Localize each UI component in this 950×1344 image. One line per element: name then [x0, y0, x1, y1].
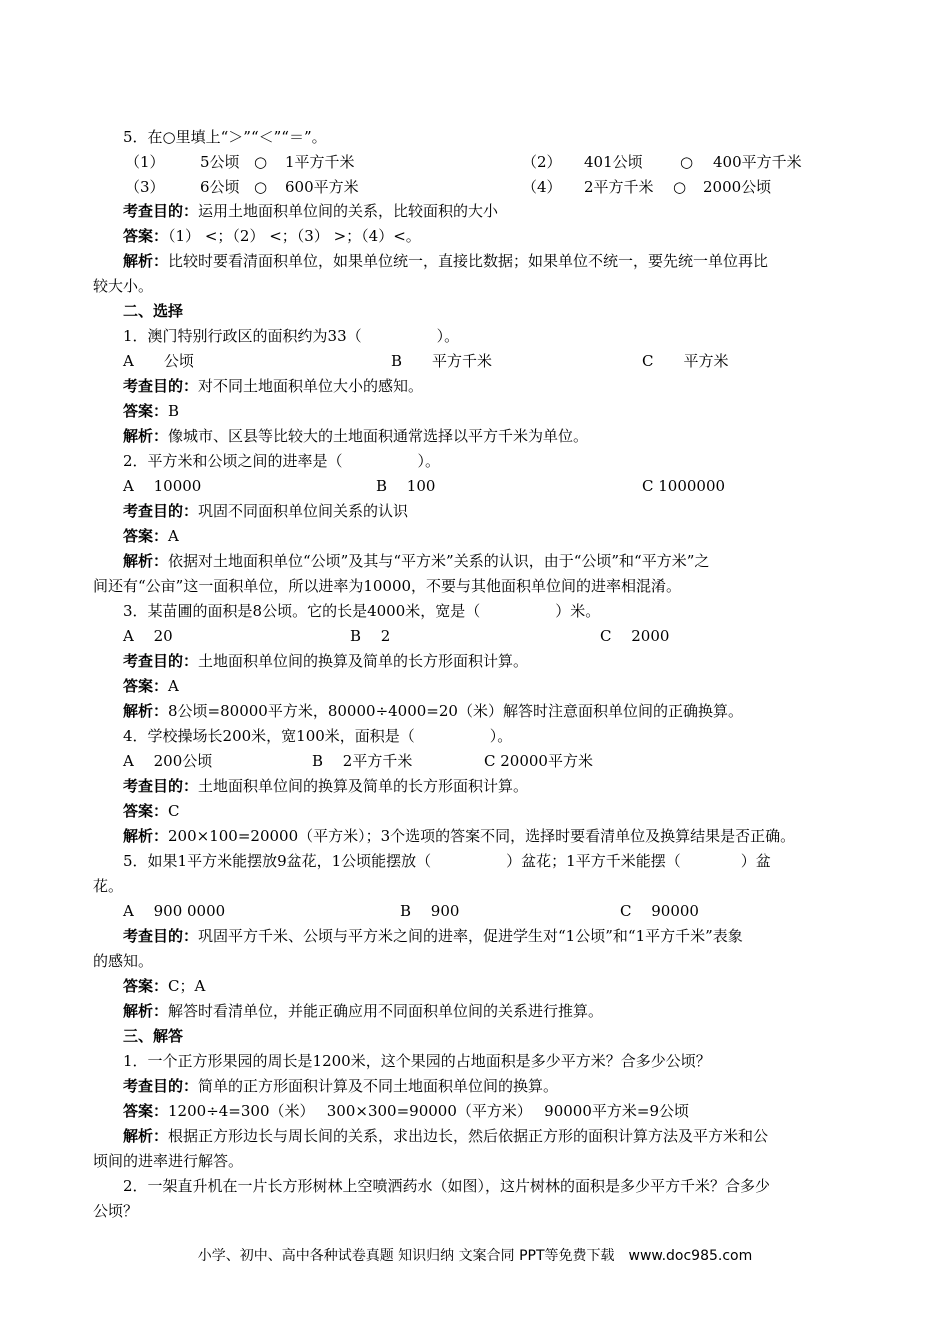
s2-q4-option-b: B 2平方千米 — [312, 752, 413, 770]
s2-q2-option-a: A 10000 — [123, 477, 202, 495]
q5-item-3-number: （3） — [125, 178, 165, 196]
q5-item-3-left: 6公顷 — [200, 178, 240, 196]
q5-item-4-left: 2平方千米 — [584, 178, 654, 196]
s2-q4-option-a: A 200公顷 — [123, 752, 213, 770]
s2-q1-option-c: C 平方米 — [642, 352, 729, 370]
s2-q5-purpose-line-2: 的感知。 — [93, 952, 154, 970]
s2-q1-analysis: 解析：像城市、区县等比较大的土地面积通常选择以平方千米为单位。 — [123, 427, 589, 445]
q5-item-1-number: （1） — [125, 153, 165, 171]
q5-analysis-line-2: 较大小。 — [93, 277, 154, 295]
s2-q1-answer: 答案：B — [123, 402, 180, 420]
q5-title: 5．在○里填上“＞”“＜”“＝”。 — [123, 128, 327, 146]
s2-q2-analysis-line-2: 间还有“公亩”这一面积单位，所以进率为10000，不要与其他面积单位间的进率相混淆。 — [93, 577, 682, 595]
s2-q3-option-b: B 2 — [350, 627, 391, 645]
s2-q4-purpose: 考查目的：土地面积单位间的换算及简单的长方形面积计算。 — [123, 777, 529, 795]
q5-item-1-right: 1平方千米 — [285, 153, 355, 171]
s2-q1-option-b: B 平方千米 — [391, 352, 493, 370]
q5-item-4-circle: ○ — [673, 178, 687, 196]
q5-item-2-circle: ○ — [680, 153, 694, 171]
s2-q3-analysis: 解析：8公顷=80000平方米，80000÷4000=20（米）解答时注意面积单位间的正确换算。 — [123, 702, 743, 720]
s2-q2-option-c: C 1000000 — [642, 477, 726, 495]
s2-q5-option-c: C 90000 — [620, 902, 699, 920]
q5-purpose: 考查目的：运用土地面积单位间的关系，比较面积的大小 — [123, 202, 499, 220]
s2-q5-option-b: B 900 — [400, 902, 460, 920]
s2-q5-analysis: 解析：解答时看清单位，并能正确应用不同面积单位间的关系进行推算。 — [123, 1002, 604, 1020]
s2-q5-purpose-line-1: 考查目的：巩固平方千米、公顷与平方米之间的进率，促进学生对“1公顷”和“1平方千米”表象 — [123, 927, 743, 945]
s2-q5-option-a: A 900 0000 — [123, 902, 226, 920]
page-footer: 小学、初中、高中各种试卷真题 知识归纳 文案合同 PPT等免费下载 www.doc985.com — [197, 1248, 753, 1264]
section-3-heading: 三、解答 — [123, 1027, 184, 1045]
q5-item-4-number: （4） — [522, 178, 562, 196]
section-2-heading: 二、选择 — [123, 302, 184, 320]
s2-q3-option-a: A 20 — [123, 627, 173, 645]
s2-q2-purpose: 考查目的：巩固不同面积单位间关系的认识 — [123, 502, 409, 520]
s2-q2-stem: 2．平方米和公顷之间的进率是（ ）。 — [123, 452, 441, 470]
s3-q1-stem: 1．一个正方形果园的周长是1200米，这个果园的占地面积是多少平方米？合多少公顷？ — [123, 1052, 711, 1070]
s2-q4-analysis: 解析：200×100=20000（平方米）；3个选项的答案不同，选择时要看清单位及换算结果是否正确。 — [123, 827, 796, 845]
s2-q1-stem: 1．澳门特别行政区的面积约为33（ ）。 — [123, 327, 460, 345]
s2-q1-purpose: 考查目的：对不同土地面积单位大小的感知。 — [123, 377, 424, 395]
q5-item-2-left: 401公顷 — [584, 153, 643, 171]
q5-item-2-number: （2） — [522, 153, 562, 171]
s2-q4-stem: 4．学校操场长200米，宽100米，面积是（ ）。 — [123, 727, 513, 745]
s2-q3-purpose: 考查目的：土地面积单位间的换算及简单的长方形面积计算。 — [123, 652, 529, 670]
s3-q2-stem-line-2: 公顷？ — [93, 1202, 139, 1220]
s2-q4-answer: 答案：C — [123, 802, 180, 820]
s2-q5-stem-line-2: 花。 — [93, 877, 124, 895]
s2-q3-stem: 3．某苗圃的面积是8公顷。它的长是4000米，宽是（ ）米。 — [123, 602, 601, 620]
s2-q4-option-c: C 20000平方米 — [484, 752, 593, 770]
s2-q1-option-a: A 公顷 — [123, 352, 194, 370]
s2-q2-answer: 答案：A — [123, 527, 179, 545]
s2-q2-option-b: B 100 — [376, 477, 436, 495]
s3-q1-answer: 答案：1200÷4=300（米） 300×300=90000（平方米） 90000平方米=9公顷 — [123, 1102, 689, 1120]
q5-item-2-right: 400平方千米 — [713, 153, 802, 171]
s3-q1-analysis-line-1: 解析：根据正方形边长与周长间的关系，求出边长，然后依据正方形的面积计算方法及平方米和公 — [123, 1127, 769, 1145]
q5-item-3-circle: ○ — [254, 178, 268, 196]
s3-q1-purpose: 考查目的：简单的正方形面积计算及不同土地面积单位间的换算。 — [123, 1077, 559, 1095]
q5-item-4-right: 2000公顷 — [703, 178, 772, 196]
q5-item-3-right: 600平方米 — [285, 178, 359, 196]
s2-q3-option-c: C 2000 — [600, 627, 670, 645]
s2-q5-stem-line-1: 5．如果1平方米能摆放9盆花，1公顷能摆放（ ）盆花；1平方千米能摆（ ）盆 — [123, 852, 771, 870]
s3-q2-stem-line-1: 2．一架直升机在一片长方形树林上空喷洒药水（如图），这片树林的面积是多少平方千米？合多少 — [123, 1177, 771, 1195]
s3-q1-analysis-line-2: 顷间的进率进行解答。 — [93, 1152, 244, 1170]
q5-item-1-left: 5公顷 — [200, 153, 240, 171]
q5-analysis-line-1: 解析：比较时要看清面积单位，如果单位统一，直接比数据；如果单位不统一，要先统一单位再比 — [123, 252, 769, 270]
q5-item-1-circle: ○ — [254, 153, 268, 171]
s2-q5-answer: 答案：C；A — [123, 977, 206, 995]
s2-q3-answer: 答案：A — [123, 677, 179, 695]
s2-q2-analysis-line-1: 解析：依据对土地面积单位“公顷”及其与“平方米”关系的认识，由于“公顷”和“平方米”之 — [123, 552, 710, 570]
q5-answer: 答案：（1） <；（2） <；（3） >；（4）<。 — [123, 227, 421, 245]
